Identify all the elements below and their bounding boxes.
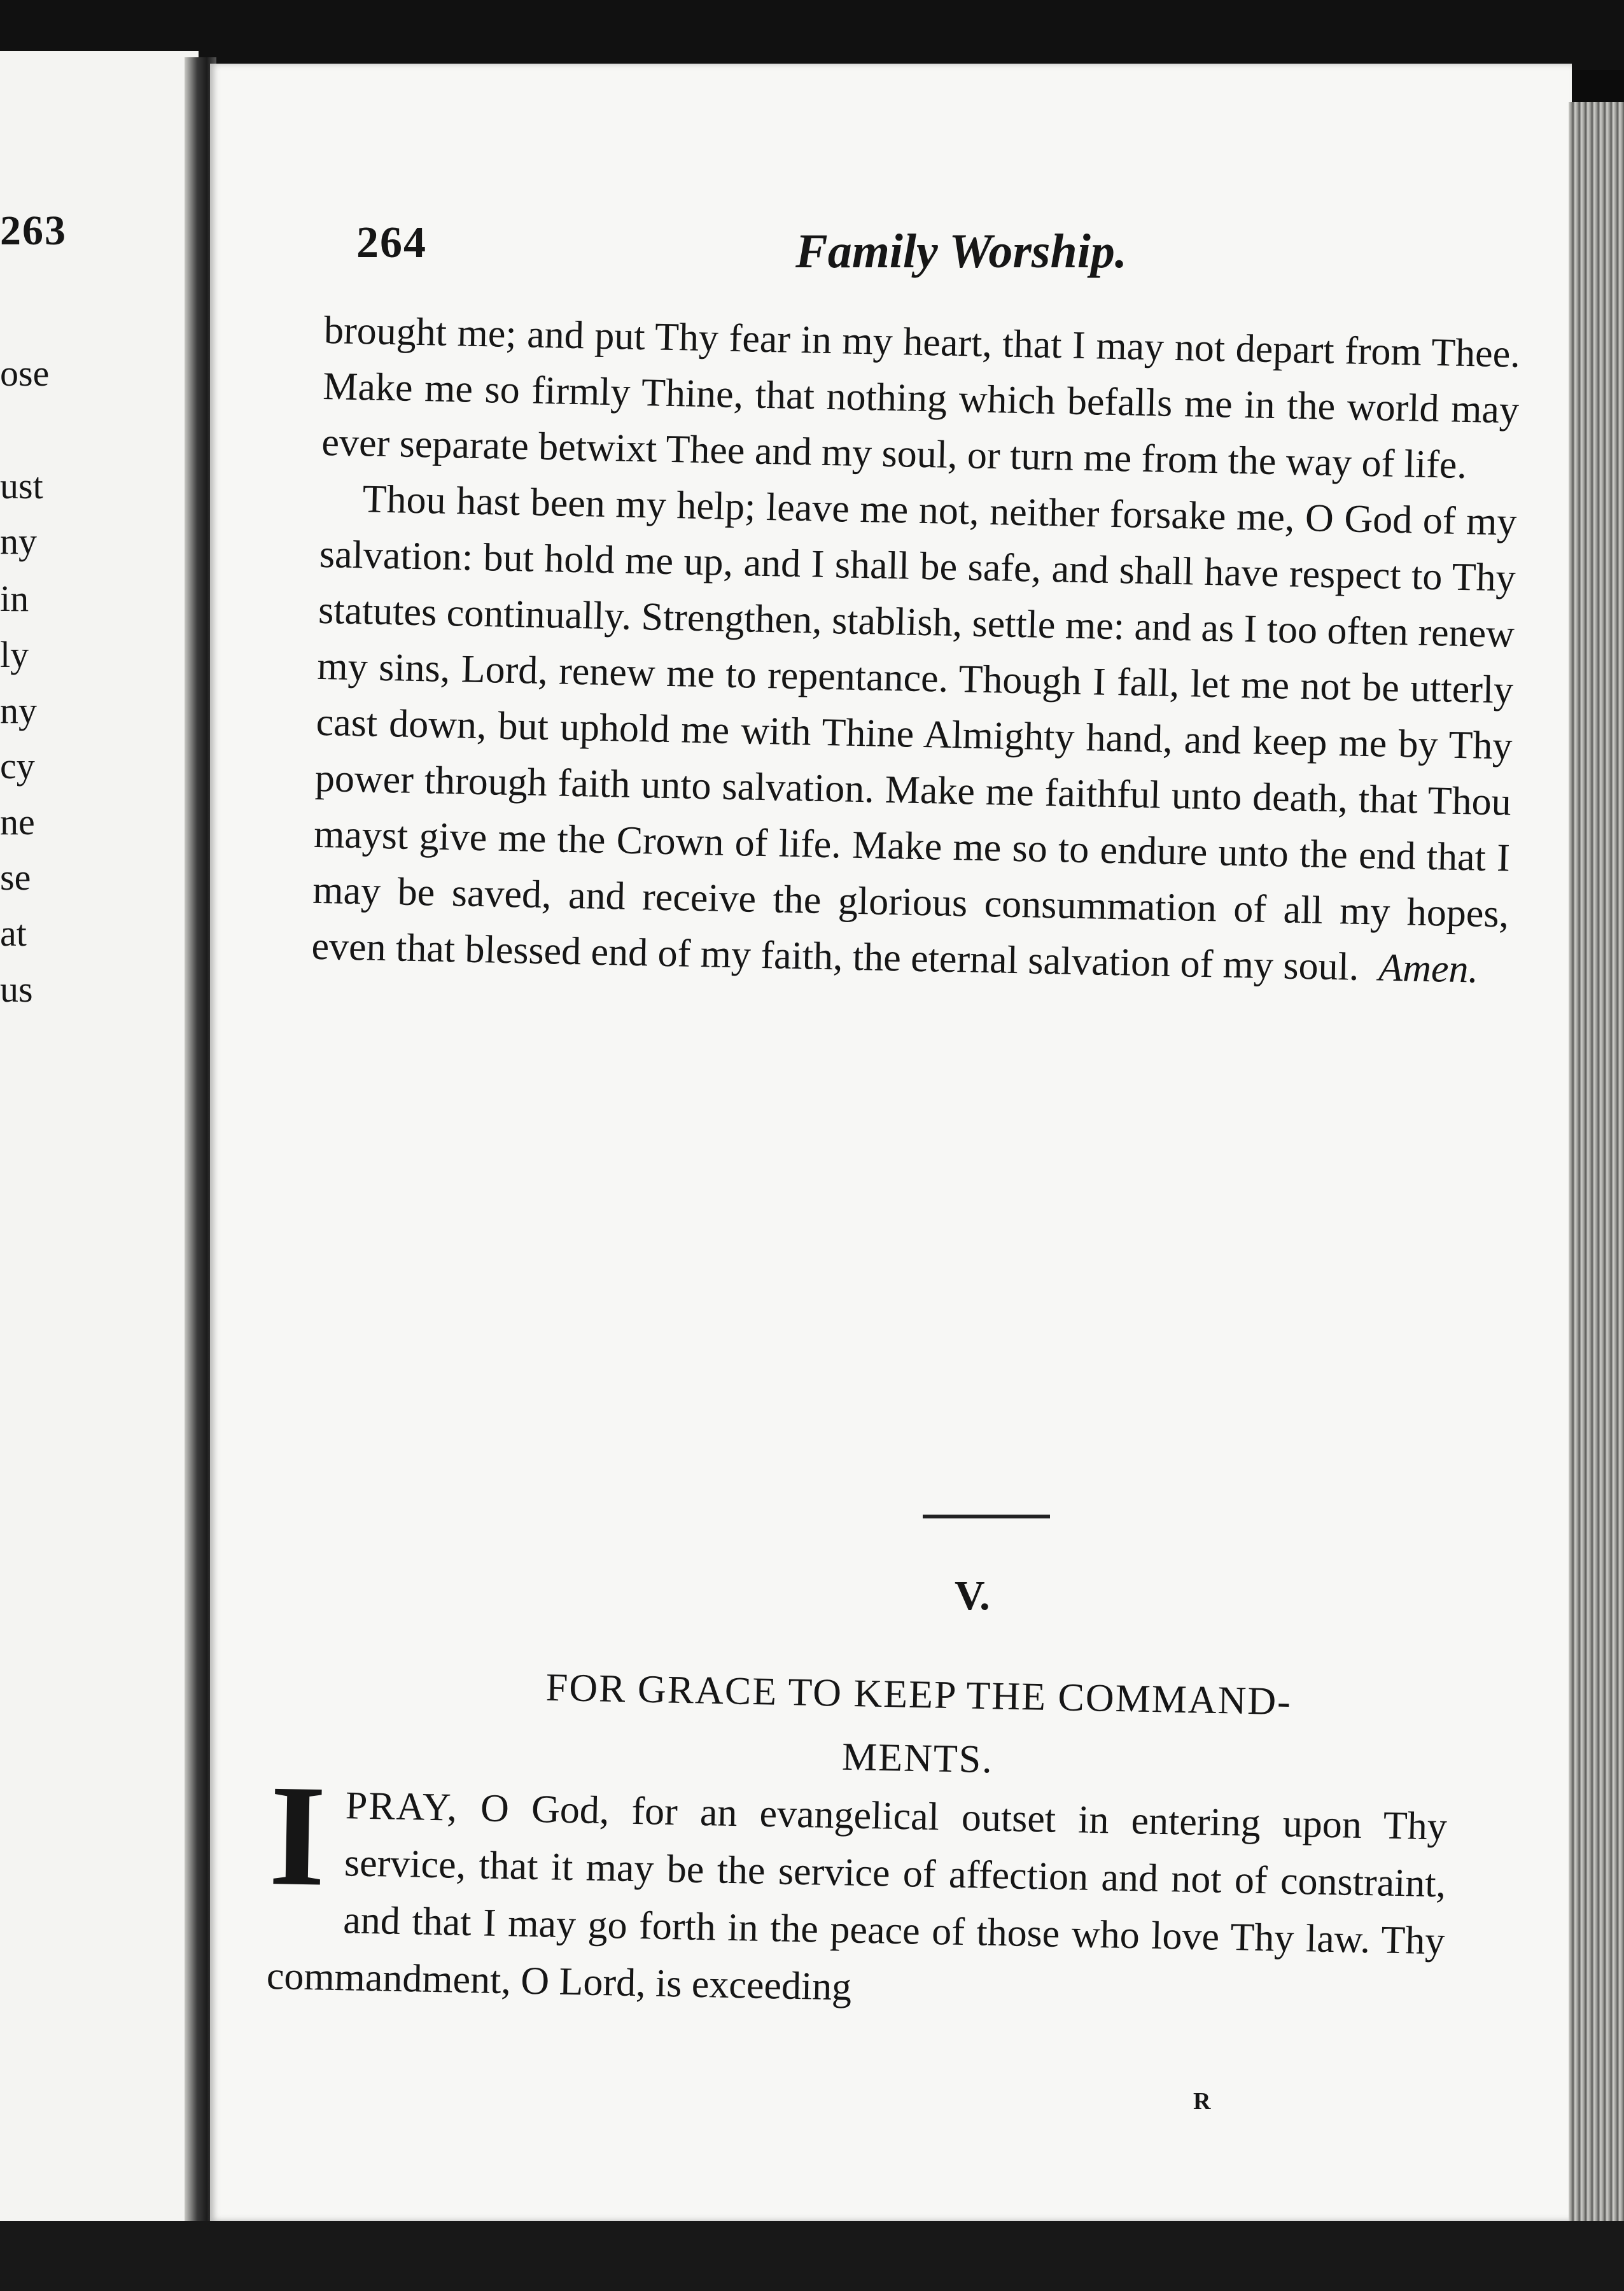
previous-page-edge — [0, 51, 199, 2227]
line-fragment: ly — [0, 634, 29, 675]
page-number: 264 — [356, 218, 427, 267]
line-fragment: cy — [0, 745, 35, 787]
line-fragment: ose — [0, 353, 50, 394]
drop-cap: I — [267, 1755, 328, 1917]
section-divider-rule — [923, 1515, 1050, 1518]
section-heading — [319, 1651, 1517, 1802]
line-fragment: us — [0, 969, 33, 1010]
running-head — [356, 210, 1515, 286]
section-number: V. — [955, 1573, 990, 1619]
previous-page-number: 263 — [0, 207, 67, 254]
line-fragment: ny — [0, 521, 37, 562]
line-fragment: ny — [0, 690, 37, 731]
line-fragment: ne — [0, 801, 35, 843]
section-heading-line: MENTS. — [841, 1735, 994, 1782]
scan-bottom-border — [0, 2221, 1624, 2291]
book-page — [210, 64, 1572, 2221]
amen-text: Amen. — [1378, 946, 1479, 991]
scan-top-border — [0, 0, 1624, 70]
running-title: Family Worship. — [795, 225, 1127, 278]
paragraph-continued: brought me; and put Thy fear in my heart, that I may not depart from Thee. Make me so firmly Thine, that nothing which befalls me in the world may ever separate betwixt Thee and my soul, or turn me from the way of life. — [321, 308, 1521, 487]
line-fragment: in — [0, 578, 29, 619]
paragraph — [311, 470, 1518, 998]
signature-mark: R — [1193, 2088, 1211, 2115]
body-text — [311, 302, 1521, 998]
line-fragment: at — [0, 913, 27, 954]
prayer-text: O God, for an evangelical outset in entering upon Thy service, that it may be the service of affection and not of constraint, and that I may go forth in the peace of those who love Thy law. Thy commandment, O Lord, is exceeding — [266, 1786, 1448, 2009]
prayer-lead-word: PRAY, — [345, 1784, 459, 1830]
paragraph-text: Thou hast been my help; leave me not, neither forsake me, O God of my salvation: but hold me up, and I shall be safe, and shall have respect to Thy statutes continually. Strengthen, stablish, settle me: and as I too often renew my sins, Lord, renew me to repentance. Though I fall, let me not be utterly cast down, but uphold me with Thine Almighty hand, and keep me by Thy power through faith unto salvation. Make me faithful unto death, that Thou mayst give me the Crown of life. Make me so to endure unto the end that I may be saved, and receive the glorious consummation of all my hopes, even that blessed end of my faith, the eternal salvation of my soul. — [311, 477, 1518, 989]
line-fragment: se — [0, 857, 31, 898]
section-heading-line: FOR GRACE TO KEEP THE COMMAND- — [545, 1665, 1292, 1724]
line-fragment: ust — [0, 465, 43, 507]
book-fore-edge — [1569, 102, 1624, 2227]
